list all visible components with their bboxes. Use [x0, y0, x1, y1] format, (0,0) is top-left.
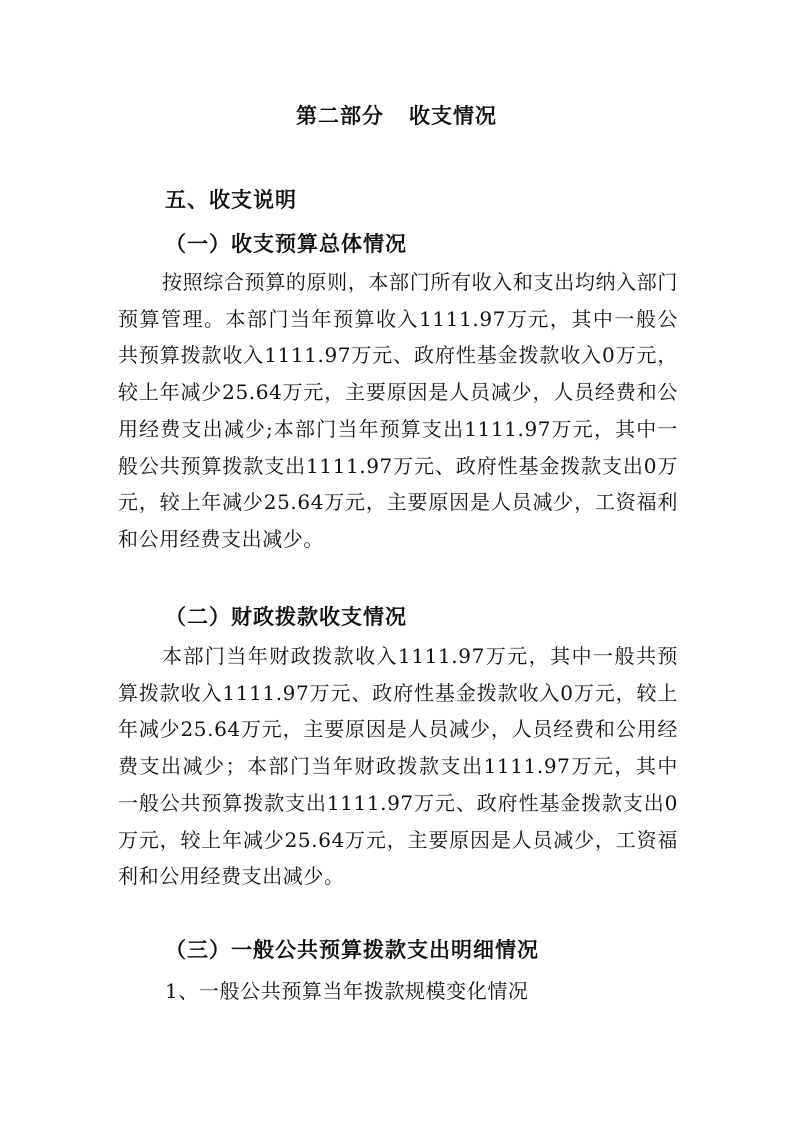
page-title: 第二部分 收支情况: [296, 104, 497, 128]
subsection-body-2: 本部门当年财政拨款收入1111.97万元，其中一般共预算拨款收入1111.97万元、政府性基金拨款收入0万元，较上年减少25.64万元，主要原因是人员减少，人员经费和公用经费支出减少；本部门当年财政拨款支出1111.97万元，其中一般公共预算拨款支出1111.97万元、政府性基金拨款支出0万元，较上年减少25.64万元，主要原因是人员减少，工资福利和公用经费支出减少。: [118, 644, 678, 889]
list-item: 1、一般公共预算当年拨款规模变化情况: [165, 979, 529, 1003]
section-heading: 五、收支说明: [165, 188, 297, 212]
subsection-heading-2: （二）财政拨款收支情况: [165, 605, 407, 629]
subsection-heading-3: （三）一般公共预算拨款支出明细情况: [165, 938, 539, 962]
subsection-body-1: 按照综合预算的原则，本部门所有收入和支出均纳入部门预算管理。本部门当年预算收入1111.97万元，其中一般公共预算拨款收入1111.97万元、政府性基金拨款收入0万元，较上年减少25.64万元，主要原因是人员减少，人员经费和公用经费支出减少;本部门当年预算支出1111.97万元，其中一般公共预算拨款支出1111.97万元、政府性基金拨款支出0万元，较上年减少25.64万元，主要原因是人员减少，工资福利和公用经费支出减少。: [118, 270, 678, 551]
subsection-heading-1: （一）收支预算总体情况: [165, 232, 407, 256]
